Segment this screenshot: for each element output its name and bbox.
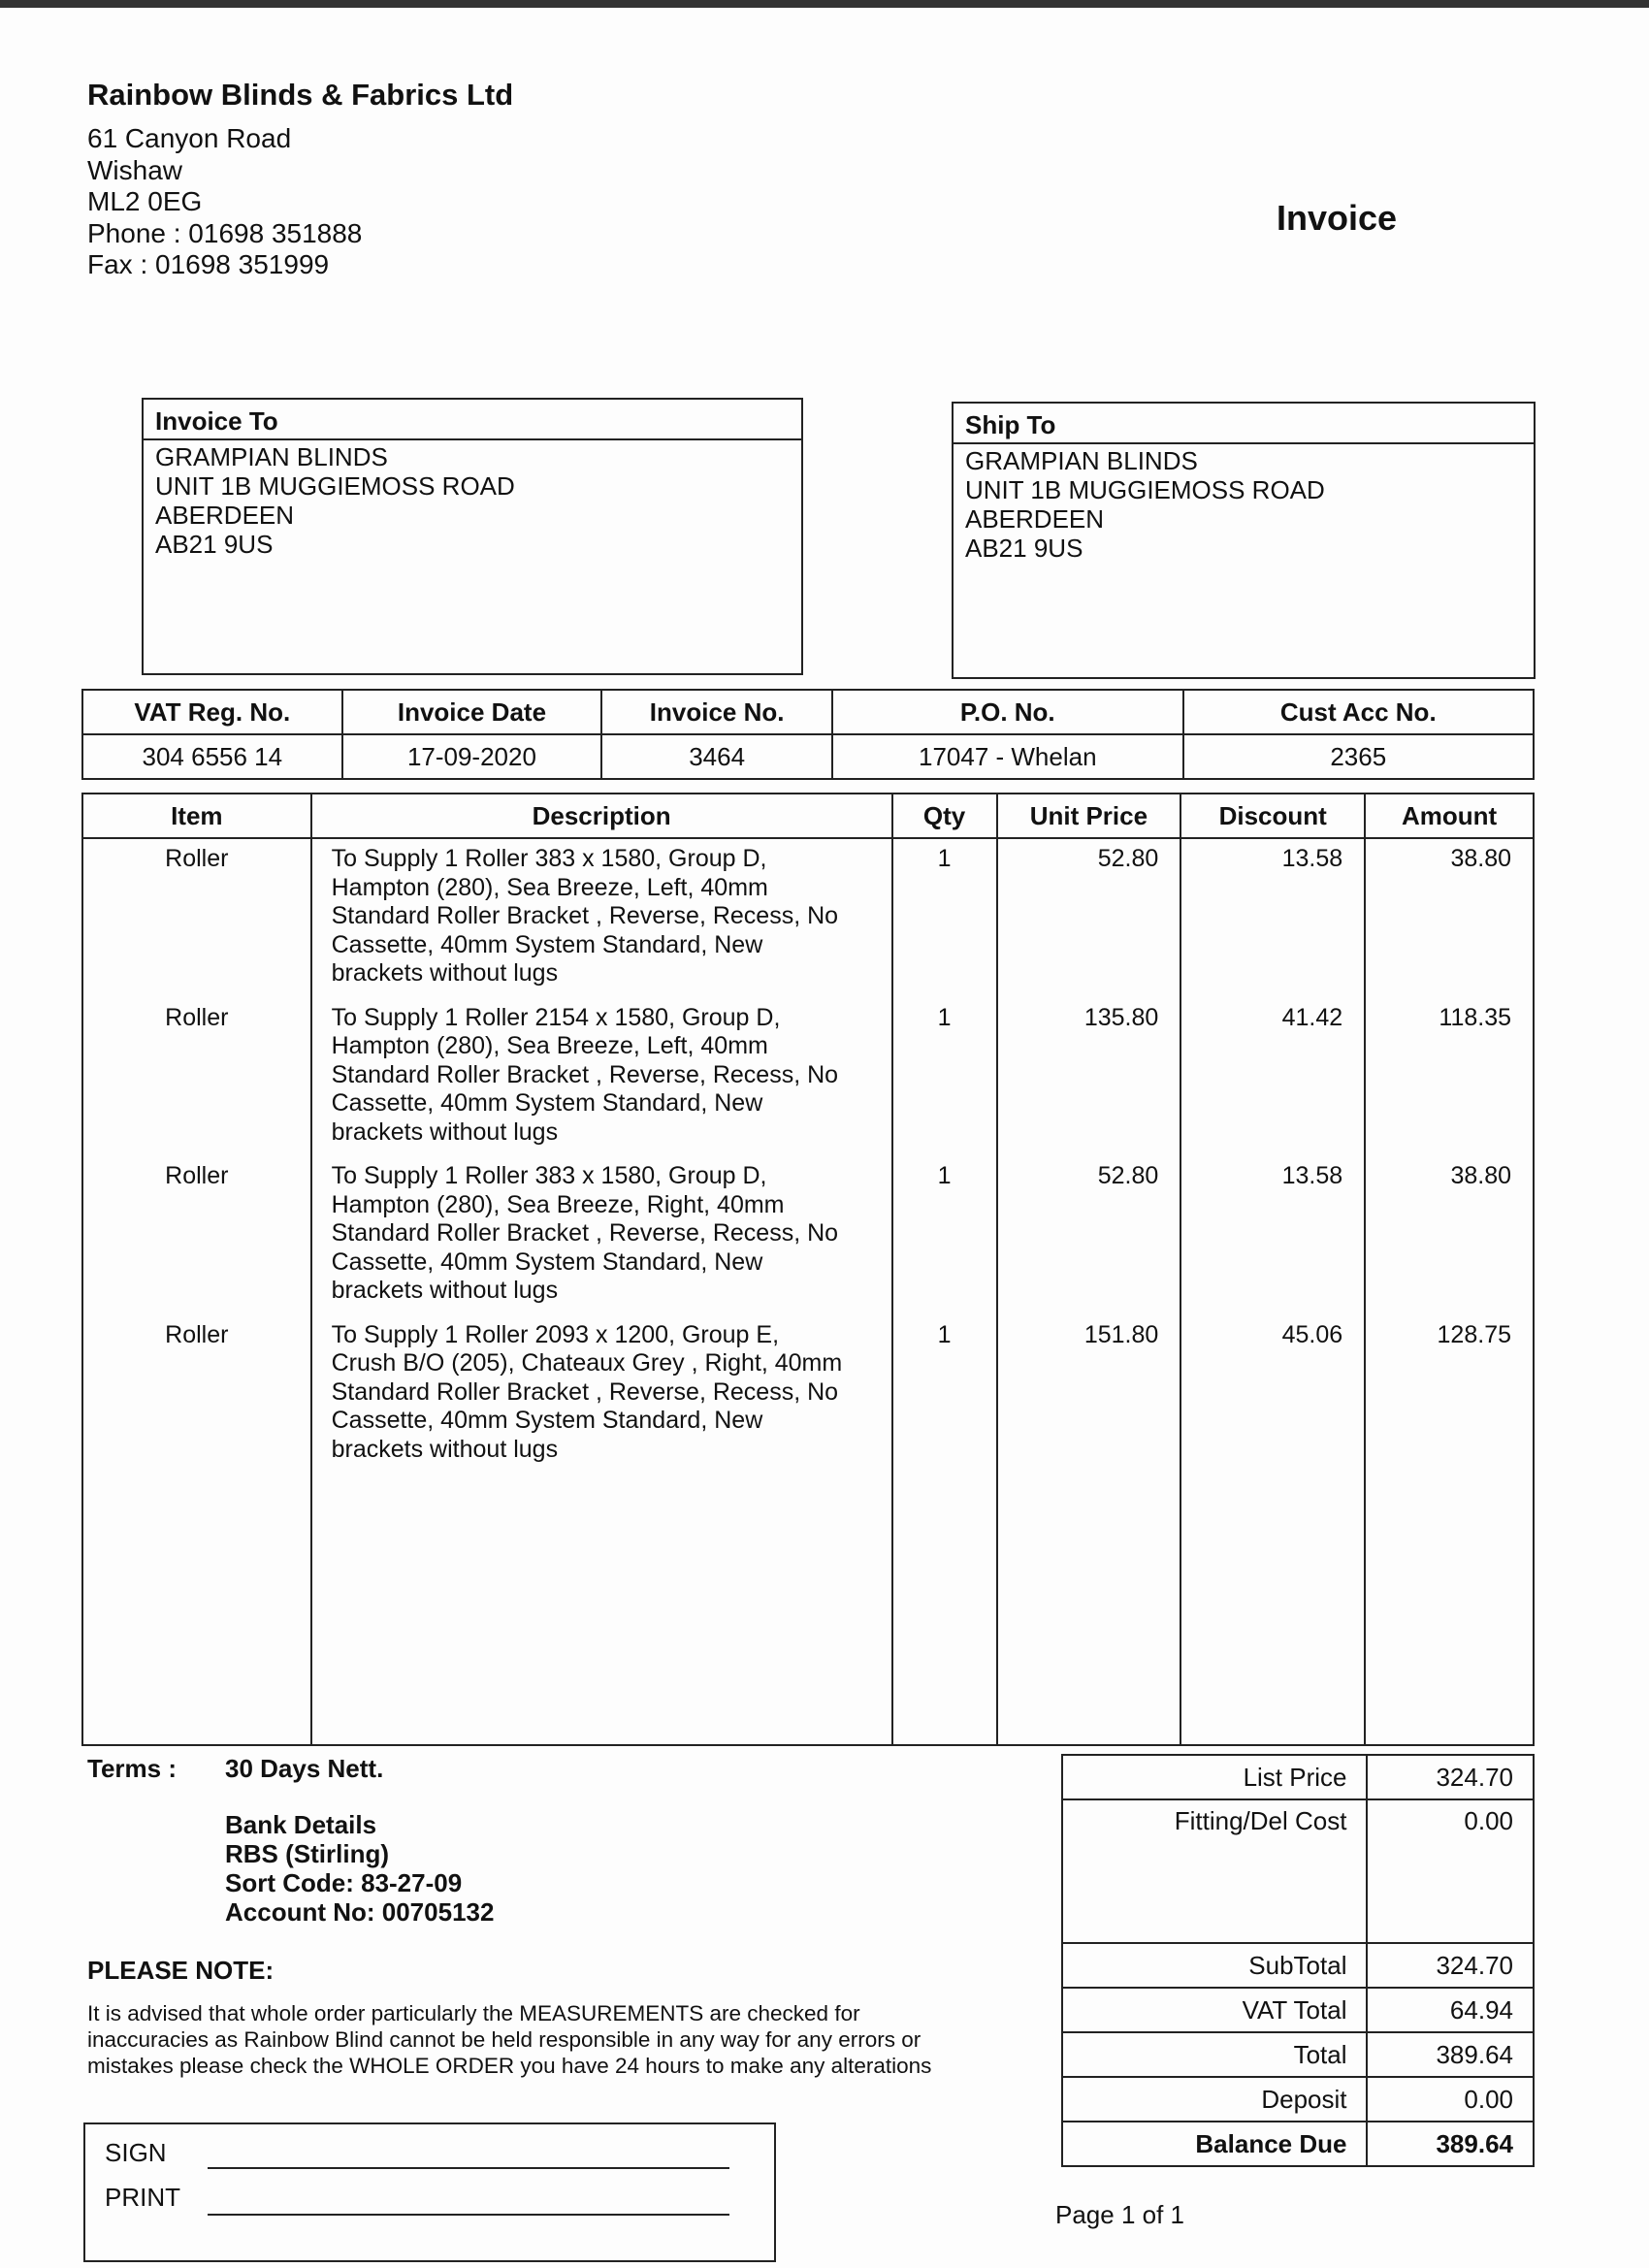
vat-total-value: 64.94 [1367, 1988, 1534, 2032]
unit-price-cell: 52.80 [997, 1156, 1181, 1315]
print-line[interactable] [208, 2214, 729, 2216]
account-number: Account No: 00705132 [225, 1897, 495, 1927]
bank-name: RBS (Stirling) [225, 1839, 389, 1868]
discount-cell: 41.42 [1180, 998, 1365, 1157]
description-line: brackets without lugs [331, 1277, 559, 1304]
list-price-value: 324.70 [1367, 1755, 1534, 1799]
vat-reg-value: 304 6556 14 [82, 734, 342, 779]
invoice-to-line: GRAMPIAN BLINDS [155, 442, 388, 471]
note-line: It is advised that whole order particularly the MEASUREMENTS are checked for [87, 2001, 860, 2025]
subtotal-value: 324.70 [1367, 1943, 1534, 1988]
qty-cell: 1 [892, 1156, 997, 1315]
description-cell [311, 998, 892, 1157]
description-line: Crush B/O (205), Chateaux Grey , Right, 40mm [331, 1349, 843, 1377]
description-line: Standard Roller Bracket , Reverse, Recess, No [331, 1377, 839, 1406]
description-line: Hampton (280), Sea Breeze, Left, 40mm [331, 873, 768, 901]
fitting-cost-label: Fitting/Del Cost [1062, 1799, 1367, 1943]
print-label: PRINT [105, 2183, 180, 2212]
item-cell: Roller [82, 1156, 311, 1315]
qty-header: Qty [892, 794, 997, 838]
unit-price-header: Unit Price [997, 794, 1181, 838]
page-number: Page 1 of 1 [1055, 2200, 1184, 2229]
cust-acc-value: 2365 [1183, 734, 1534, 779]
po-no-header: P.O. No. [832, 690, 1183, 734]
sort-code: Sort Code: 83-27-09 [225, 1868, 463, 1897]
discount-cell: 13.58 [1180, 1156, 1365, 1315]
ship-to-line: UNIT 1B MUGGIEMOSS ROAD [965, 475, 1325, 504]
fitting-cost-value: 0.00 [1367, 1799, 1534, 1943]
description-cell [311, 1156, 892, 1315]
table-filler-row [82, 1474, 1534, 1745]
amount-header: Amount [1365, 794, 1534, 838]
terms-value: 30 Days Nett. [225, 1754, 384, 1783]
description-line: To Supply 1 Roller 2154 x 1580, Group D, [331, 1003, 781, 1031]
document-title: Invoice [1277, 198, 1398, 238]
invoice-to-box [142, 398, 803, 675]
table-row [82, 838, 1534, 998]
bank-details [225, 1810, 494, 1927]
company-name: Rainbow Blinds & Fabrics Ltd [87, 78, 514, 112]
balance-due-label: Balance Due [1062, 2122, 1367, 2166]
description-line: brackets without lugs [331, 1118, 559, 1146]
deposit-value: 0.00 [1367, 2077, 1534, 2122]
note-text [87, 2000, 1018, 2079]
discount-header: Discount [1180, 794, 1365, 838]
invoice-no-value: 3464 [601, 734, 832, 779]
qty-cell: 1 [892, 1315, 997, 1474]
description-line: Hampton (280), Sea Breeze, Right, 40mm [331, 1190, 785, 1218]
address-line: 61 Canyon Road [87, 123, 292, 153]
description-cell [311, 838, 892, 998]
bank-details-heading: Bank Details [225, 1810, 377, 1839]
amount-cell: 118.35 [1365, 998, 1534, 1157]
item-cell: Roller [82, 1315, 311, 1474]
invoice-no-header: Invoice No. [601, 690, 832, 734]
address-line: ML2 0EG [87, 186, 203, 216]
ship-to-line: ABERDEEN [965, 504, 1105, 534]
ship-to-line: AB21 9US [965, 534, 1083, 563]
ship-to-heading: Ship To [954, 404, 1534, 444]
deposit-label: Deposit [1062, 2077, 1367, 2122]
item-cell: Roller [82, 838, 311, 998]
item-header: Item [82, 794, 311, 838]
description-header: Description [311, 794, 892, 838]
unit-price-cell: 135.80 [997, 998, 1181, 1157]
note-line: mistakes please check the WHOLE ORDER you have 24 hours to make any alterations [87, 2054, 932, 2078]
unit-price-cell: 151.80 [997, 1315, 1181, 1474]
description-line: Cassette, 40mm System Standard, New [331, 930, 763, 958]
balance-due-value: 389.64 [1367, 2122, 1534, 2166]
totals-table [1061, 1754, 1535, 2167]
total-value: 389.64 [1367, 2032, 1534, 2077]
vat-total-label: VAT Total [1062, 1988, 1367, 2032]
total-label: Total [1062, 2032, 1367, 2077]
line-items [81, 793, 1535, 1746]
phone-line: Phone : 01698 351888 [87, 217, 363, 248]
invoice-to-heading: Invoice To [144, 400, 801, 440]
description-line: Cassette, 40mm System Standard, New [331, 1247, 763, 1276]
qty-cell: 1 [892, 838, 997, 998]
amount-cell: 38.80 [1365, 838, 1534, 998]
description-line: Standard Roller Bracket , Reverse, Recess, No [331, 902, 839, 929]
description-line: To Supply 1 Roller 383 x 1580, Group D, [331, 1162, 767, 1189]
fax-line: Fax : 01698 351999 [87, 249, 330, 279]
invoice-to-line: AB21 9US [155, 530, 274, 559]
address-line: Wishaw [87, 154, 183, 185]
discount-cell: 13.58 [1180, 838, 1365, 998]
list-price-label: List Price [1062, 1755, 1367, 1799]
ship-to-box [952, 402, 1536, 679]
description-line: brackets without lugs [331, 959, 559, 987]
subtotal-label: SubTotal [1062, 1943, 1367, 1988]
unit-price-cell: 52.80 [997, 838, 1181, 998]
scan-edge [0, 0, 1649, 8]
table-row [82, 1156, 1534, 1315]
signature-box [83, 2122, 776, 2262]
po-no-value: 17047 - Whelan [832, 734, 1183, 779]
amount-cell: 38.80 [1365, 1156, 1534, 1315]
amount-cell: 128.75 [1365, 1315, 1534, 1474]
discount-cell: 45.06 [1180, 1315, 1365, 1474]
note-heading: PLEASE NOTE: [87, 1956, 275, 1985]
description-line: Standard Roller Bracket , Reverse, Recess, No [331, 1060, 839, 1088]
table-row [82, 1315, 1534, 1474]
description-line: brackets without lugs [331, 1435, 559, 1463]
description-line: To Supply 1 Roller 2093 x 1200, Group E, [331, 1320, 780, 1348]
description-line: Cassette, 40mm System Standard, New [331, 1407, 763, 1434]
cust-acc-header: Cust Acc No. [1183, 690, 1534, 734]
table-row [82, 998, 1534, 1157]
vat-reg-header: VAT Reg. No. [82, 690, 342, 734]
description-line: Standard Roller Bracket , Reverse, Recess, No [331, 1219, 839, 1247]
terms-label: Terms : [87, 1754, 177, 1783]
description-line: Cassette, 40mm System Standard, New [331, 1089, 763, 1117]
invoice-meta-table [81, 689, 1535, 780]
invoice-to-line: UNIT 1B MUGGIEMOSS ROAD [155, 471, 515, 501]
invoice-date-header: Invoice Date [342, 690, 602, 734]
invoice-to-line: ABERDEEN [155, 501, 295, 530]
description-line: Hampton (280), Sea Breeze, Left, 40mm [331, 1032, 768, 1059]
description-cell [311, 1315, 892, 1474]
ship-to-line: GRAMPIAN BLINDS [965, 446, 1198, 475]
invoice-date-value: 17-09-2020 [342, 734, 602, 779]
sign-label: SIGN [105, 2138, 167, 2167]
company-address [87, 123, 362, 281]
description-line: To Supply 1 Roller 383 x 1580, Group D, [331, 845, 767, 872]
sign-line[interactable] [208, 2167, 729, 2169]
line-items-table [81, 793, 1535, 1746]
item-cell: Roller [82, 998, 311, 1157]
note-line: inaccuracies as Rainbow Blind cannot be held responsible in any way for any errors or [87, 2027, 922, 2052]
qty-cell: 1 [892, 998, 997, 1157]
